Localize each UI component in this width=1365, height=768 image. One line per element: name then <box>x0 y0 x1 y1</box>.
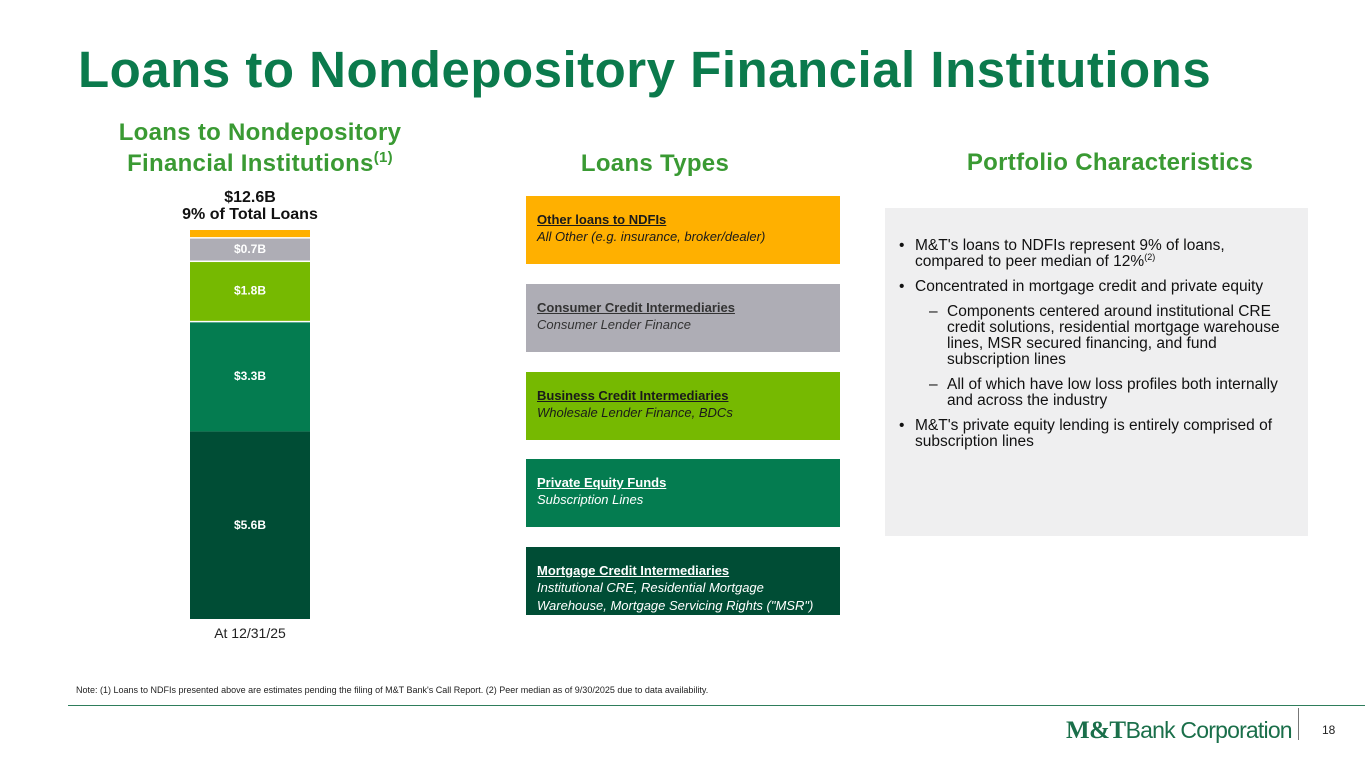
loan-type-name: Private Equity Funds <box>537 475 667 490</box>
portfolio-bullet-text: Concentrated in mortgage credit and private equity <box>915 278 1264 295</box>
bar-segment <box>190 230 310 237</box>
bar-segment-label: $1.8B <box>233 283 267 298</box>
loan-type-box-other <box>526 196 840 264</box>
portfolio-characteristics-panel <box>885 208 1308 536</box>
x-axis-category-label: At 12/31/25 <box>214 625 286 641</box>
loan-type-description: Subscription Lines <box>537 492 644 507</box>
loan-type-box-business <box>526 372 840 440</box>
bullet-marker: • <box>899 278 905 295</box>
chart-total-value: $12.6B <box>224 189 276 206</box>
bullet-marker: • <box>899 417 905 434</box>
portfolio-bullet-text: M&T's loans to NDFIs represent 9% of loans, compared to peer median of 12% <box>915 237 1225 270</box>
dash-marker: – <box>929 376 938 393</box>
loan-type-description: Wholesale Lender Finance, BDCs <box>537 405 733 420</box>
logo-text: Bank Corporation <box>1125 717 1292 743</box>
loan-type-description: All Other (e.g. insurance, broker/dealer) <box>537 229 766 244</box>
portfolio-bullet <box>899 238 1294 270</box>
loan-type-box-private-equity <box>526 459 840 527</box>
loan-type-description: Institutional CRE, Residential Mortgage Warehouse, Mortgage Servicing Rights ("MSR") <box>537 580 814 613</box>
portfolio-bullet-text: M&T's private equity lending is entirely comprised of subscription lines <box>915 417 1273 450</box>
loan-type-name: Consumer Credit Intermediaries <box>537 300 735 315</box>
loan-type-name: Business Credit Intermediaries <box>537 388 729 403</box>
portfolio-bullet <box>899 418 1294 450</box>
page-number: 18 <box>1322 723 1336 737</box>
stacked-bar-chart <box>150 230 350 650</box>
chart-title-line2: Financial Institutions <box>127 150 374 177</box>
loan-types-title: Loans Types <box>580 150 730 177</box>
page-title: Loans to Nondepository Financial Institutions <box>78 41 1212 98</box>
chart-title-line1: Loans to Nondepository <box>118 119 402 146</box>
portfolio-sub-bullet-text: All of which have low loss profiles both internally and across the industry <box>947 376 1278 409</box>
portfolio-characteristics-title: Portfolio Characteristics <box>966 149 1254 176</box>
footnote: Note: (1) Loans to NDFIs presented above are estimates pending the filing of M&T Bank's Call Report. (2) Peer median as of 9/30/2025 due to data availability. <box>76 685 709 695</box>
logo-divider <box>1298 708 1299 740</box>
bar-segment-label: $5.6B <box>233 518 267 533</box>
dash-marker: – <box>929 303 938 320</box>
portfolio-sub-bullet <box>899 304 1294 368</box>
logo-mark: M&T <box>1066 717 1126 744</box>
chart-section-title <box>60 117 460 179</box>
chart-total-block <box>150 189 350 223</box>
loan-type-box-mortgage <box>526 547 840 615</box>
company-logo <box>1066 717 1292 745</box>
loan-type-name: Other loans to NDFIs <box>537 212 667 227</box>
loan-type-name: Mortgage Credit Intermediaries <box>537 563 730 578</box>
bar-segment-label: $3.3B <box>233 369 267 384</box>
bullet-marker: • <box>899 237 905 254</box>
portfolio-bullet-list <box>899 238 1294 450</box>
portfolio-bullet <box>899 279 1294 295</box>
footer-divider <box>68 705 1365 706</box>
portfolio-sub-bullet-text: Components centered around institutional CRE credit solutions, residential mortgage warehouse lines, MSR secured financing, and fund subscription lines <box>947 303 1280 368</box>
portfolio-footnote-ref: (2) <box>1144 251 1156 262</box>
chart-title-footnote-ref: (1) <box>373 149 393 166</box>
loan-type-description: Consumer Lender Finance <box>537 317 691 332</box>
portfolio-sub-bullet <box>899 377 1294 409</box>
chart-subtitle: 9% of Total Loans <box>182 206 318 223</box>
bar-segment-label: $0.7B <box>233 241 267 256</box>
loan-type-box-consumer <box>526 284 840 352</box>
